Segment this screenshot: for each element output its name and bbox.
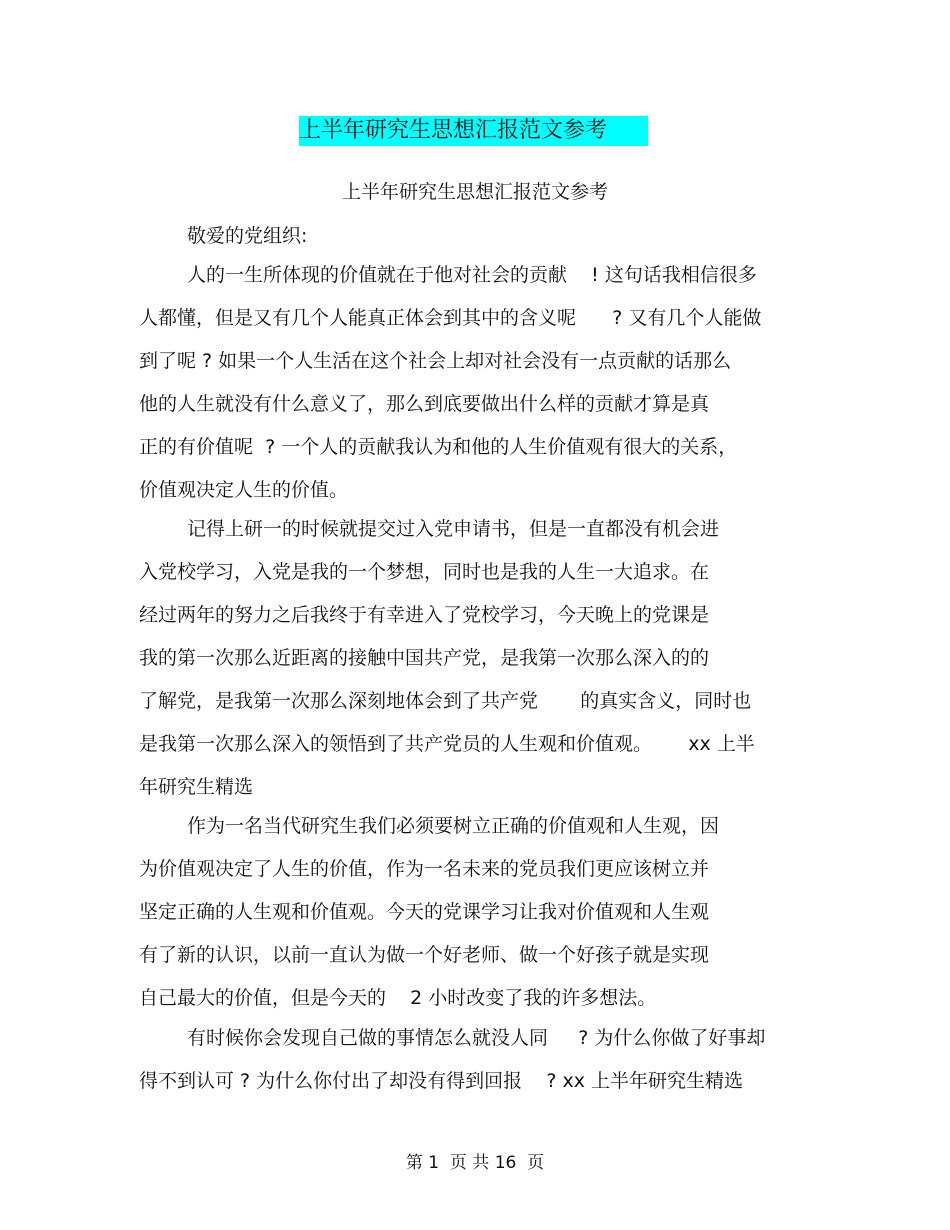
paragraph-line: 我的第一次那么近距离的接触中国共产党，是我第一次那么深入的的 bbox=[139, 647, 710, 669]
paragraph-line: 他的人生就没有什么意义了，那么到底要做出什么样的贡献才算是真 bbox=[139, 393, 710, 415]
paragraph-line: 年研究生精选 bbox=[139, 776, 254, 798]
paragraph-line: 价值观决定人生的价值。 bbox=[139, 479, 349, 501]
salutation: 敬爱的党组织: bbox=[187, 225, 308, 247]
paragraph-line: 经过两年的努力之后我终于有幸进入了党校学习，今天晚上的党课是 bbox=[139, 604, 710, 626]
paragraph-line: 入党校学习，入党是我的一个梦想，同时也是我的人生一大追求。在 bbox=[139, 561, 710, 583]
paragraph-line: 正的有价值呢 ? 一个人的贡献我认为和他的人生价值观有很大的关系， bbox=[139, 436, 738, 458]
paragraph-line: 到了呢 ? 如果一个人生活在这个社会上却对社会没有一点贡献的话那么 bbox=[139, 350, 732, 372]
paragraph-line: 得不到认可 ? 为什么你付出了却没有得到回报 ? xx 上半年研究生精选 bbox=[139, 1070, 743, 1092]
paragraph-line: 人的一生所体现的价值就在于他对社会的贡献 ! 这句话我相信很多 bbox=[187, 264, 757, 286]
page-number-footer: 第 1 页 共 16 页 bbox=[405, 1153, 545, 1173]
paragraph-line: 记得上研一的时候就提交过入党申请书，但是一直都没有机会进 bbox=[187, 518, 720, 540]
paragraph-line: 有时候你会发现自己做的事情怎么就没人同 ? 为什么你做了好事却 bbox=[187, 1027, 766, 1049]
paragraph-line: 人都懂，但是又有几个人能真正体会到其中的含义呢 ? 又有几个人能做 bbox=[139, 307, 762, 329]
paragraph-line: 有了新的认识，以前一直认为做一个好老师、做一个好孩子就是实现 bbox=[139, 944, 710, 966]
document-title: 上半年研究生思想汇报范文参考 bbox=[341, 181, 608, 203]
paragraph-line: 自己最大的价值，但是今天的 2 小时改变了我的许多想法。 bbox=[139, 987, 657, 1009]
highlighted-header-title: 上半年研究生思想汇报范文参考 bbox=[299, 116, 648, 146]
paragraph-line: 作为一名当代研究生我们必须要树立正确的价值观和人生观，因 bbox=[187, 815, 720, 837]
paragraph-line: 坚定正确的人生观和价值观。今天的党课学习让我对价值观和人生观 bbox=[139, 901, 710, 923]
paragraph-line: 是我第一次那么深入的领悟到了共产党员的人生观和价值观。 xx 上半 bbox=[139, 733, 755, 755]
paragraph-line: 了解党，是我第一次那么深刻地体会到了共产党 的真实含义，同时也 bbox=[139, 690, 752, 712]
paragraph-line: 为价值观决定了人生的价值，作为一名未来的党员我们更应该树立并 bbox=[139, 858, 710, 880]
